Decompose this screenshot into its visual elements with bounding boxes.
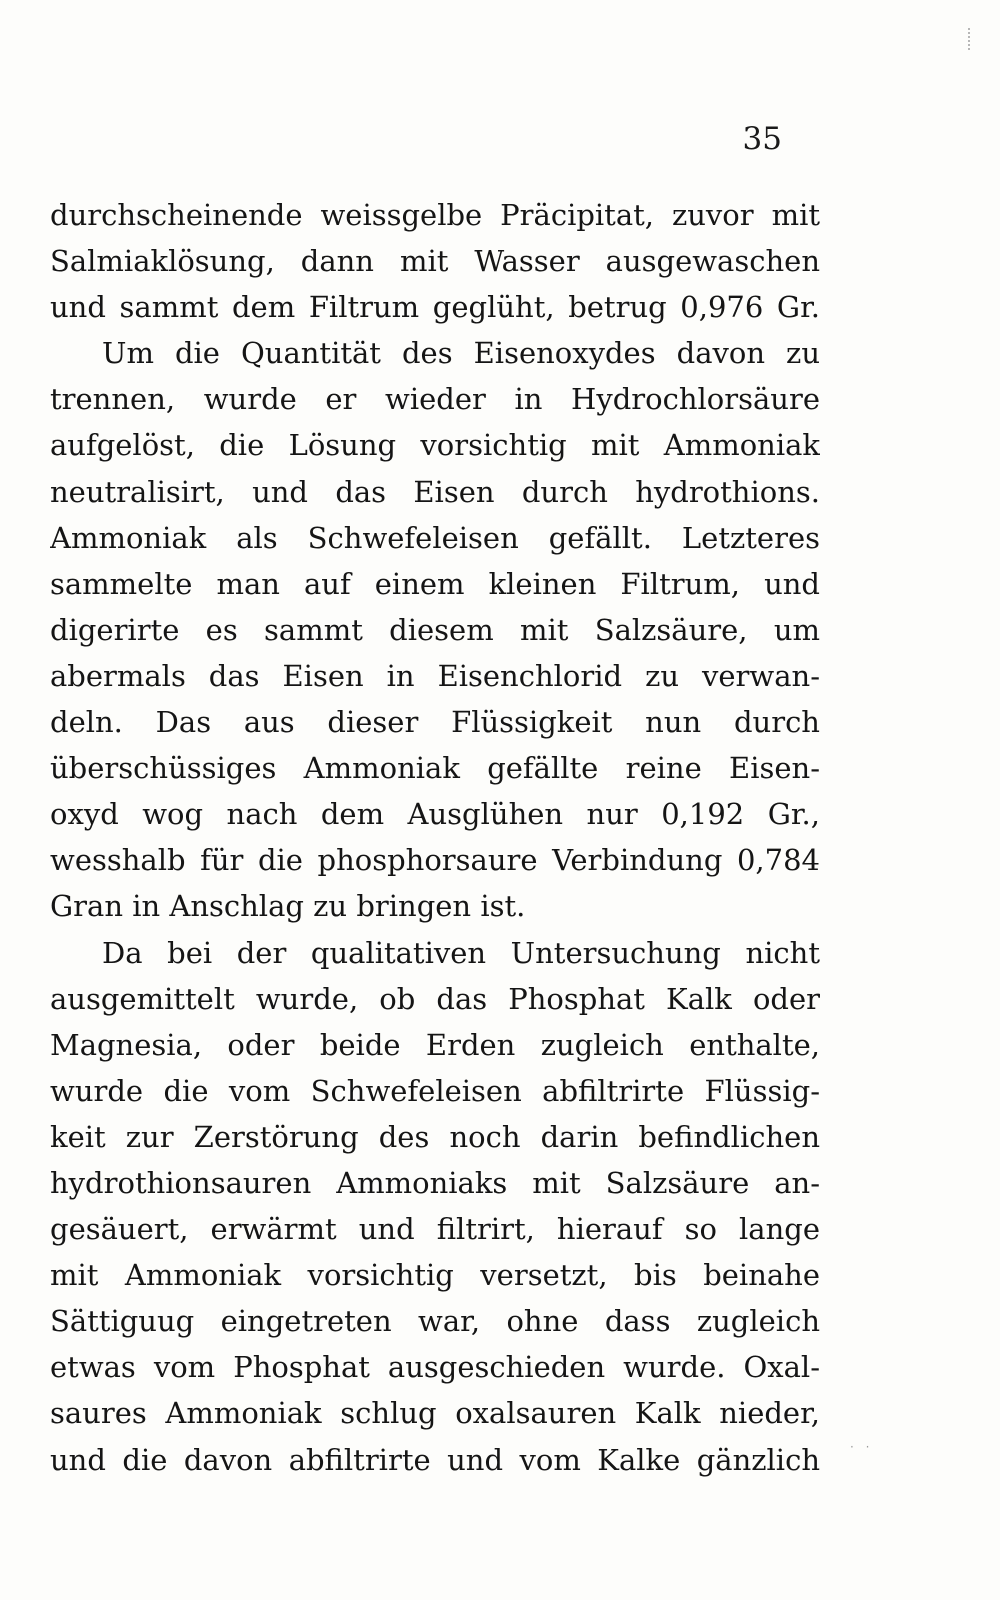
text-line-paragraph-end: Gran in Anschlag zu bringen ist. bbox=[50, 889, 526, 924]
text-line: wesshalb für die phosphorsaure Verbindung 0,784 bbox=[50, 843, 820, 878]
text-line: trennen, wurde er wieder in Hydrochlorsäure bbox=[50, 382, 820, 417]
text-line-paragraph-start: Da bei der qualitativen Untersuchung nicht bbox=[102, 935, 820, 970]
text-line: etwas vom Phosphat ausgeschieden wurde. Oxal- bbox=[50, 1350, 820, 1385]
text-line: keit zur Zerstörung des noch darin befindlichen bbox=[50, 1119, 820, 1154]
text-line: und die davon abfiltrirte und vom Kalke gänzlich bbox=[50, 1442, 820, 1477]
text-line: digerirte es sammt diesem mit Salzsäure, um bbox=[50, 612, 820, 647]
text-line: ausgemittelt wurde, ob das Phosphat Kalk oder bbox=[50, 981, 820, 1016]
text-line: hydrothionsauren Ammoniaks mit Salzsäure an- bbox=[50, 1165, 820, 1200]
text-line-paragraph-start: Um die Quantität des Eisenoxydes davon zu bbox=[102, 336, 820, 371]
text-line: saures Ammoniak schlug oxalsauren Kalk nieder, bbox=[50, 1396, 820, 1431]
text-line: Magnesia, oder beide Erden zugleich enthalte, bbox=[50, 1027, 820, 1062]
page-number: 35 bbox=[742, 121, 782, 157]
text-line: deln. Das aus dieser Flüssigkeit nun durch bbox=[50, 705, 820, 740]
text-line: abermals das Eisen in Eisenchlorid zu verwan- bbox=[50, 658, 820, 693]
text-line: Salmiaklösung, dann mit Wasser ausgewaschen bbox=[50, 244, 820, 279]
text-line: Ammoniak als Schwefeleisen gefällt. Letzteres bbox=[50, 520, 820, 555]
text-line: Sättiguug eingetreten war, ohne dass zugleich bbox=[50, 1304, 820, 1339]
text-line: überschüssiges Ammoniak gefällte reine Eisen- bbox=[50, 751, 820, 786]
scan-artifact bbox=[968, 28, 972, 50]
text-line: wurde die vom Schwefeleisen abfiltrirte Flüssig- bbox=[50, 1073, 820, 1108]
body-text bbox=[50, 192, 820, 1483]
text-line: sammelte man auf einem kleinen Filtrum, und bbox=[50, 566, 820, 601]
text-line: neutralisirt, und das Eisen durch hydrothions. bbox=[50, 474, 820, 509]
text-line: und sammt dem Filtrum geglüht, betrug 0,976 Gr. bbox=[50, 290, 820, 325]
text-line: gesäuert, erwärmt und filtrirt, hierauf so lange bbox=[50, 1212, 820, 1247]
scan-noise: · · bbox=[850, 1440, 874, 1454]
text-line: aufgelöst, die Lösung vorsichtig mit Ammoniak bbox=[50, 428, 820, 463]
text-line: durchscheinende weissgelbe Präcipitat, zuvor mit bbox=[50, 198, 820, 232]
text-line: mit Ammoniak vorsichtig versetzt, bis beinahe bbox=[50, 1258, 820, 1293]
text-line: oxyd wog nach dem Ausglühen nur 0,192 Gr., bbox=[50, 797, 820, 832]
